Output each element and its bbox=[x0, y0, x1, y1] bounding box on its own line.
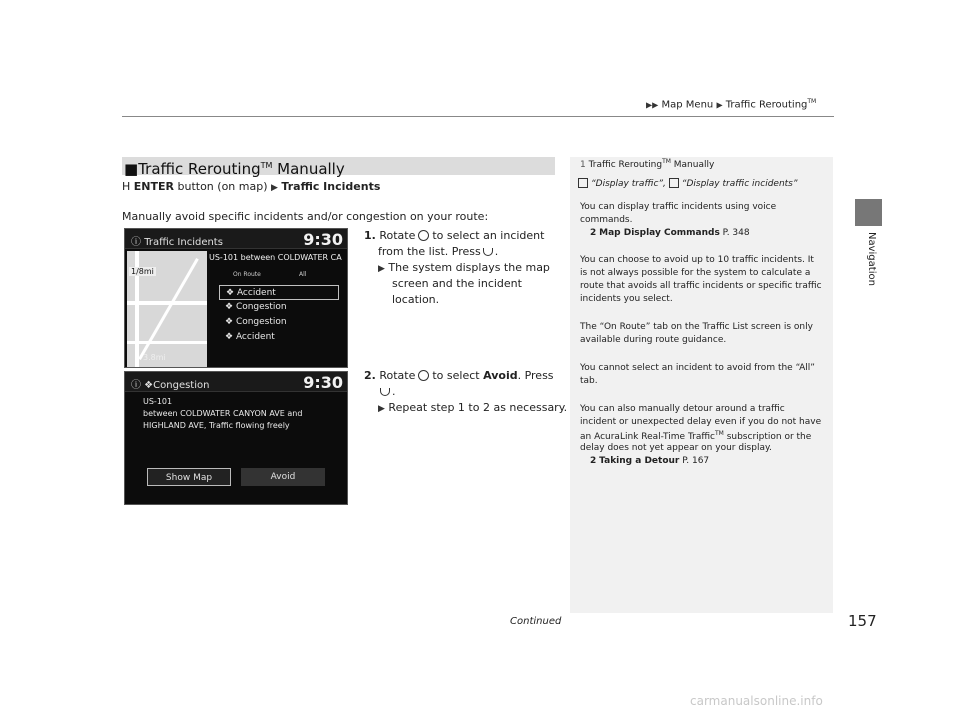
map-road bbox=[127, 341, 207, 344]
note-text: route that avoids all traffic incidents or specific traffic bbox=[580, 281, 822, 291]
step-text: to select bbox=[432, 369, 480, 382]
side-note-box bbox=[570, 157, 833, 613]
note-text: tab. bbox=[580, 376, 598, 386]
section-title-text: Traffic Rerouting bbox=[138, 160, 261, 178]
voice-command: “Display traffic incidents” bbox=[681, 179, 798, 189]
ref-title: Taking a Detour bbox=[599, 456, 680, 466]
voice-commands bbox=[578, 178, 798, 189]
list-item[interactable]: ❖ Accident bbox=[219, 285, 339, 300]
step-text: . bbox=[392, 385, 396, 398]
avoid-button[interactable]: Avoid bbox=[241, 468, 325, 486]
step-text: location. bbox=[392, 293, 440, 306]
note-text: is not always possible for the system to calculate a bbox=[580, 268, 811, 278]
ref-page: P. 167 bbox=[679, 456, 710, 466]
enter-text: button (on map) bbox=[174, 180, 271, 193]
voice-command-icon bbox=[669, 178, 679, 188]
voice-command: “Display traffic”, bbox=[591, 179, 666, 189]
trademark-mark: TM bbox=[807, 98, 817, 105]
trademark-mark: TM bbox=[260, 161, 273, 170]
note-text: You can choose to avoid up to 10 traffic incidents. It bbox=[580, 255, 814, 265]
note-text: incidents you select. bbox=[580, 294, 673, 304]
step-text: Rotate bbox=[379, 229, 416, 242]
note-text: You can also manually detour around a traffic bbox=[580, 404, 785, 414]
enter-instruction bbox=[122, 180, 380, 193]
note-text: The “On Route” tab on the Traffic List screen is only bbox=[580, 322, 813, 332]
ref-page: P. 348 bbox=[719, 228, 750, 238]
home-key-icon: H bbox=[122, 180, 131, 193]
note-text: an AcuraLink Real-Time Traffic™ subscription or the bbox=[580, 430, 812, 442]
map-road bbox=[127, 301, 207, 305]
voice-command-icon bbox=[578, 178, 588, 188]
continued-label: Continued bbox=[510, 616, 562, 627]
note-text: available during route guidance. bbox=[580, 335, 727, 345]
breadcrumb-arrow-icon: ▶ bbox=[716, 100, 723, 110]
clock: 9:30 bbox=[303, 230, 343, 249]
ref-marker-icon: 2 bbox=[590, 228, 597, 238]
clock: 9:30 bbox=[303, 373, 343, 392]
action-buttons bbox=[125, 468, 347, 488]
street-name: US-101 between COLDWATER CA bbox=[209, 253, 342, 262]
interface-dial-icon bbox=[418, 230, 429, 241]
screen-title: ⓘ ❖Congestion bbox=[131, 380, 210, 391]
intro-text: Manually avoid specific incidents and/or congestion on your route: bbox=[122, 210, 489, 223]
list-item[interactable]: ❖ Accident bbox=[225, 332, 275, 342]
screen-title-text: Congestion bbox=[153, 380, 210, 391]
description-line: US-101 bbox=[143, 397, 173, 406]
breadcrumb-item-map-menu[interactable]: Map Menu bbox=[661, 99, 714, 111]
show-map-button[interactable]: Show Map bbox=[147, 468, 231, 486]
step-number: 2. bbox=[364, 369, 376, 382]
watermark: carmanualsonline.info bbox=[690, 694, 823, 708]
chapter-label-wrap bbox=[866, 232, 880, 292]
tab-on-route[interactable]: On Route bbox=[233, 271, 261, 278]
page-number: 157 bbox=[848, 612, 877, 630]
header-divider bbox=[122, 116, 834, 117]
tab-all[interactable]: All bbox=[299, 271, 307, 278]
list-item[interactable]: ❖ Congestion bbox=[225, 317, 287, 327]
trademark-mark: TM bbox=[662, 158, 671, 165]
chapter-tab-marker bbox=[855, 199, 882, 226]
section-title bbox=[122, 157, 555, 178]
breadcrumb bbox=[646, 98, 816, 110]
note-marker: 1 bbox=[580, 160, 586, 170]
note-text: commands. bbox=[580, 215, 633, 225]
breadcrumb-item-traffic-rerouting[interactable]: Traffic Rerouting bbox=[725, 99, 808, 111]
incident-description bbox=[143, 396, 302, 432]
step-number: 1. bbox=[364, 229, 376, 242]
enter-target: Traffic Incidents bbox=[281, 180, 381, 193]
step-text: Repeat step 1 to 2 as necessary. bbox=[388, 401, 568, 414]
step-text: The system displays the map bbox=[388, 261, 550, 274]
cross-reference[interactable] bbox=[590, 228, 750, 238]
incident-tabs bbox=[213, 269, 333, 281]
congestion-detail-screen bbox=[124, 371, 348, 505]
incident-list bbox=[219, 285, 339, 345]
step-text: to select an incident bbox=[432, 229, 545, 242]
step-bold: Avoid bbox=[483, 369, 518, 382]
traffic-incidents-screen bbox=[124, 228, 348, 368]
push-button-icon bbox=[380, 388, 390, 396]
enter-button-label: ENTER bbox=[133, 180, 174, 193]
note-title-text: Traffic Rerouting bbox=[588, 160, 663, 170]
description-line: between COLDWATER CANYON AVE and bbox=[143, 409, 303, 418]
note-text: You cannot select an incident to avoid from the “All” bbox=[580, 363, 815, 373]
description-line: HIGHLAND AVE, Traffic flowing freely bbox=[143, 421, 290, 430]
arrow-icon: ▶ bbox=[378, 264, 385, 274]
trademark-mark: TM bbox=[715, 430, 724, 437]
interface-dial-icon bbox=[418, 370, 429, 381]
note-title-rest: Manually bbox=[670, 160, 715, 170]
push-button-icon bbox=[483, 248, 493, 256]
step-text: . bbox=[494, 245, 499, 258]
list-item[interactable]: ❖ Congestion bbox=[225, 302, 287, 312]
chapter-label: Navigation bbox=[866, 232, 877, 286]
note-text: You can display traffic incidents using voice bbox=[580, 202, 777, 212]
section-bullet: ■ bbox=[124, 160, 139, 178]
note-title bbox=[580, 158, 714, 170]
arrow-icon: ▶ bbox=[378, 404, 385, 414]
step-text: Rotate bbox=[379, 369, 416, 382]
cross-reference[interactable] bbox=[590, 456, 709, 466]
ref-marker-icon: 2 bbox=[590, 456, 597, 466]
step-text: from the list. Press bbox=[378, 245, 481, 258]
screen-title bbox=[131, 233, 223, 248]
step-text: screen and the incident bbox=[392, 277, 522, 290]
note-text: delay does not yet appear on your display. bbox=[580, 443, 772, 453]
step-text: . Press bbox=[517, 369, 554, 382]
screen-title-text: Traffic Incidents bbox=[144, 237, 223, 248]
distance-indicator: 3.8mi bbox=[143, 353, 166, 362]
info-icon: ⓘ bbox=[131, 237, 141, 248]
note-text: incident or unexpected delay even if you do not have bbox=[580, 417, 822, 427]
map-scale: 1/8mi bbox=[131, 267, 154, 276]
section-title-rest: Manually bbox=[272, 160, 345, 178]
ref-title: Map Display Commands bbox=[599, 228, 720, 238]
breadcrumb-arrow-icon: ▶▶ bbox=[646, 100, 659, 110]
info-icon: ⓘ bbox=[131, 380, 141, 391]
arrow-icon: ▶ bbox=[271, 183, 278, 193]
